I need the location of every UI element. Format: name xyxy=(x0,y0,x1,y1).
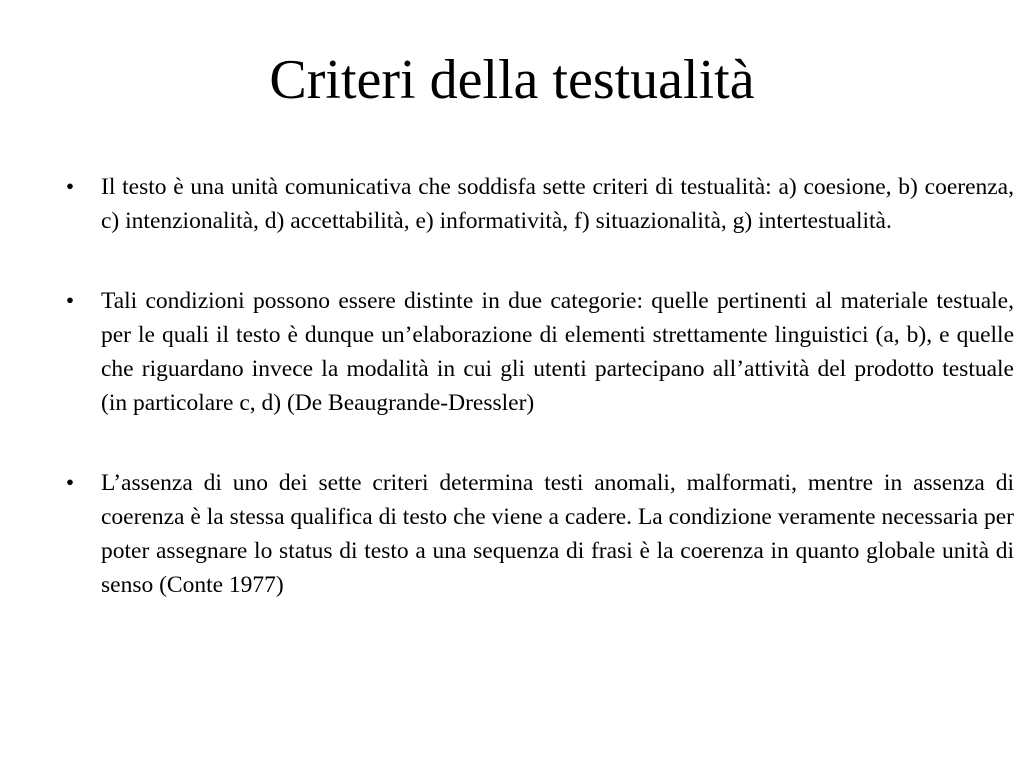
bullet-item-2 xyxy=(60,284,1014,420)
bullet-text: Tali condizioni possono essere distinte in due categorie: quelle pertinenti al materiale testuale, per le quali il testo è dunque un’elaborazione di elementi strettamente linguistici (a, b), e quelle che riguardano invece la modalità in cui gli utenti partecipano all’attività del prodotto testuale (in particolare c, d) (De Beaugrande-Dressler) xyxy=(101,288,1014,416)
bullet-item-1 xyxy=(60,170,1014,238)
bullet-icon: • xyxy=(65,470,75,496)
bullet-icon: • xyxy=(65,174,75,200)
slide-title: Criteri della testualità xyxy=(269,49,755,111)
bullet-icon: • xyxy=(65,288,75,314)
bullet-text: L’assenza di uno dei sette criteri determina testi anomali, malformati, mentre in assenza di coerenza è la stessa qualifica di testo che viene a cadere. La condizione veramente necessaria per poter assegnare lo status di testo a una sequenza di frasi è la coerenza in quanto globale unità di senso (Conte 1977) xyxy=(101,470,1014,598)
bullet-item-3 xyxy=(60,466,1014,602)
bullet-text: Il testo è una unità comunicativa che soddisfa sette criteri di testualità: a) coesione, b) coerenza, c) intenzionalità, d) accettabilità, e) informatività, f) situazionalità, g) intertestualità. xyxy=(101,174,1014,234)
bullet-list xyxy=(60,170,1014,602)
